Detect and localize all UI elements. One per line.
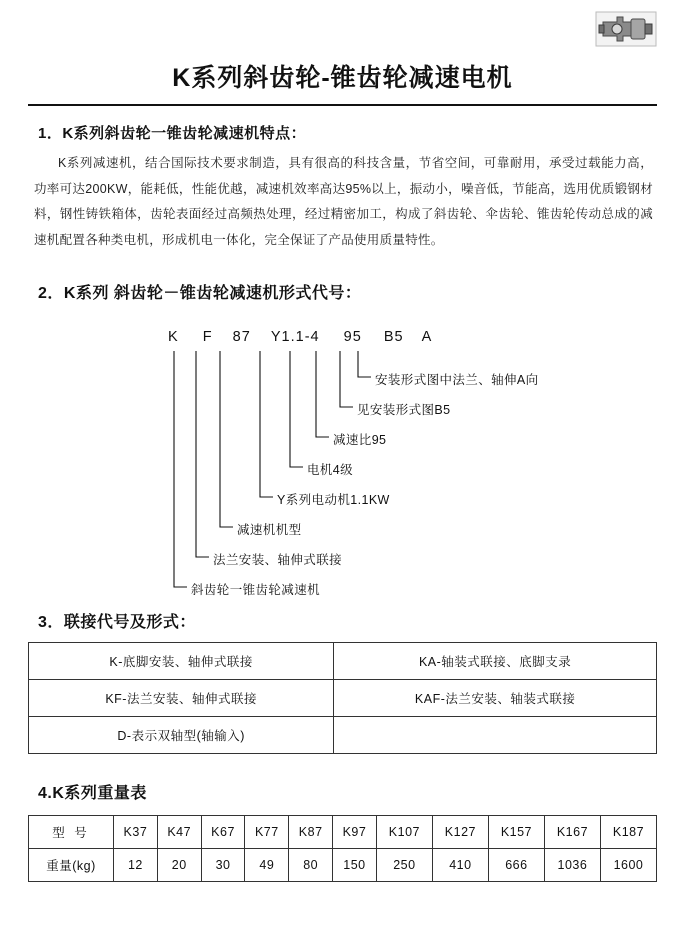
code-label-1: 见安装形式图B5 bbox=[357, 402, 451, 417]
connection-cell: KA-轴装式联接、底脚支录 bbox=[334, 642, 657, 679]
section-heading-features: 1．K系列斜齿轮一锥齿轮减速机特点： bbox=[38, 125, 307, 142]
code-label-2: 减速比95 bbox=[333, 432, 387, 447]
code-label-0: 安装形式图中法兰、轴伸A向 bbox=[375, 372, 539, 387]
weight-table-row-header: 型 号 bbox=[29, 815, 114, 848]
code-label-5: 减速机机型 bbox=[237, 522, 302, 537]
code-token-6: A bbox=[421, 328, 433, 345]
weight-table-model: K37 bbox=[114, 815, 158, 848]
table-row bbox=[29, 815, 657, 848]
weight-table-model: K157 bbox=[488, 815, 544, 848]
connection-cell: KF-法兰安装、轴伸式联接 bbox=[29, 679, 334, 716]
weight-table-value: 12 bbox=[114, 848, 158, 881]
code-token-3: Y1.1-4 bbox=[270, 328, 320, 345]
weight-table-value: 1600 bbox=[600, 848, 656, 881]
weight-table-value: 150 bbox=[333, 848, 377, 881]
weight-table-model: K167 bbox=[544, 815, 600, 848]
connection-cell: K-底脚安装、轴伸式联接 bbox=[29, 642, 334, 679]
connection-cell: KAF-法兰安装、轴装式联接 bbox=[334, 679, 657, 716]
code-label-4: Y系列电动机1.1KW bbox=[277, 492, 390, 507]
code-token-1: F bbox=[202, 328, 213, 345]
features-paragraph: K系列减速机，结合国际技术要求制造，具有很高的科技含量，节省空间，可靠耐用，承受过载能力高，功率可达200KW，能耗低，性能优越，减速机效率高达95%以上，振动小，噪音低，节能高，选用优质锻钢材料，钢性铸铁箱体，齿轮表面经过高频热处理，经过精密加工，构成了斜齿轮、伞齿轮、锥齿轮传动总成的减速机配置各种类电机，形成机电一体化，完全保证了产品使用质量特性。 bbox=[34, 156, 653, 247]
code-token-4: 95 bbox=[343, 328, 362, 345]
title-divider bbox=[28, 104, 657, 106]
code-label-7: 斜齿轮一锥齿轮减速机 bbox=[191, 582, 321, 597]
table-row bbox=[29, 642, 657, 679]
weight-table bbox=[28, 815, 657, 882]
code-token-2: 87 bbox=[232, 328, 251, 345]
weight-table-row-header: 重量(kg) bbox=[29, 848, 114, 881]
page-title: K系列斜齿轮-锥齿轮减速电机 bbox=[172, 64, 513, 92]
connection-cell-empty bbox=[334, 716, 657, 753]
table-row bbox=[29, 848, 657, 881]
section-heading-connection: 3．联接代号及形式： bbox=[38, 613, 196, 631]
weight-table-value: 666 bbox=[488, 848, 544, 881]
weight-table-value: 30 bbox=[201, 848, 245, 881]
weight-table-model: K97 bbox=[333, 815, 377, 848]
weight-table-model: K77 bbox=[245, 815, 289, 848]
weight-table-model: K67 bbox=[201, 815, 245, 848]
weight-table-value: 80 bbox=[289, 848, 333, 881]
connection-code-table bbox=[28, 642, 657, 754]
weight-table-model: K127 bbox=[432, 815, 488, 848]
weight-table-value: 20 bbox=[157, 848, 201, 881]
weight-table-model: K47 bbox=[157, 815, 201, 848]
weight-table-model: K107 bbox=[376, 815, 432, 848]
code-token-0: K bbox=[168, 328, 179, 345]
weight-table-value: 49 bbox=[245, 848, 289, 881]
section-heading-weight: 4.K系列重量表 bbox=[38, 784, 147, 802]
code-label-3: 电机4级 bbox=[307, 462, 354, 477]
weight-table-value: 410 bbox=[432, 848, 488, 881]
table-row bbox=[29, 716, 657, 753]
section-heading-code: 2．K系列 斜齿轮－锥齿轮减速机形式代号： bbox=[38, 284, 362, 302]
weight-table-value: 1036 bbox=[544, 848, 600, 881]
weight-table-model: K87 bbox=[289, 815, 333, 848]
connection-cell: D-表示双轴型(轴输入) bbox=[29, 716, 334, 753]
model-code-diagram bbox=[28, 328, 657, 597]
weight-table-model: K187 bbox=[600, 815, 656, 848]
code-token-5: B5 bbox=[383, 328, 404, 345]
code-label-6: 法兰安装、轴伸式联接 bbox=[213, 552, 343, 567]
weight-table-value: 250 bbox=[376, 848, 432, 881]
gear-motor-icon bbox=[595, 8, 657, 48]
table-row bbox=[29, 679, 657, 716]
